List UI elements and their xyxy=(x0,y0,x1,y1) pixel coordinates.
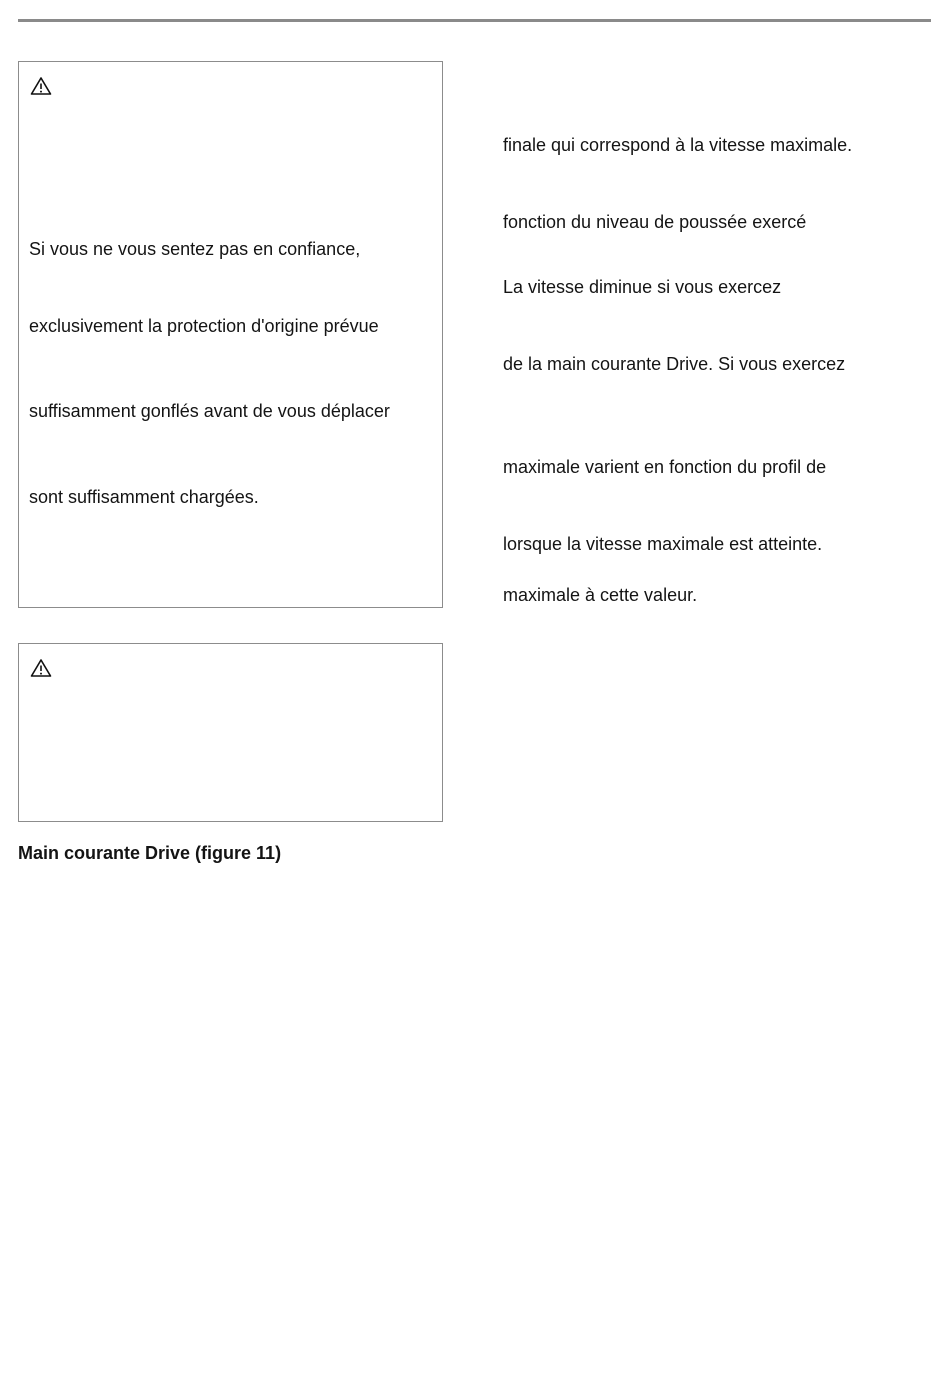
right-line-5: maximale varient en fonction du profil de xyxy=(503,457,827,477)
right-line-1: finale qui correspond à la vitesse maximale. xyxy=(503,135,853,155)
warning-1-line-1: Si vous ne vous sentez pas en confiance, xyxy=(29,239,361,259)
warning-1-line-2: exclusivement la protection d'origine prévue xyxy=(29,316,379,336)
warning-box-2 xyxy=(18,643,443,822)
warning-1-line-3: suffisamment gonflés avant de vous déplacer xyxy=(29,401,390,421)
warning-triangle-icon xyxy=(30,658,52,678)
right-line-4: de la main courante Drive. Si vous exercez xyxy=(503,354,846,374)
right-line-7: maximale à cette valeur. xyxy=(503,585,698,605)
right-line-6: lorsque la vitesse maximale est atteinte. xyxy=(503,534,823,554)
warning-1-line-4: sont suffisamment chargées. xyxy=(29,487,259,507)
right-line-2: fonction du niveau de poussée exercé xyxy=(503,212,807,232)
header-rule xyxy=(18,19,931,22)
right-line-3: La vitesse diminue si vous exercez xyxy=(503,277,782,297)
warning-triangle-icon xyxy=(30,76,52,96)
section-heading: Main courante Drive (figure 11) xyxy=(18,843,282,863)
